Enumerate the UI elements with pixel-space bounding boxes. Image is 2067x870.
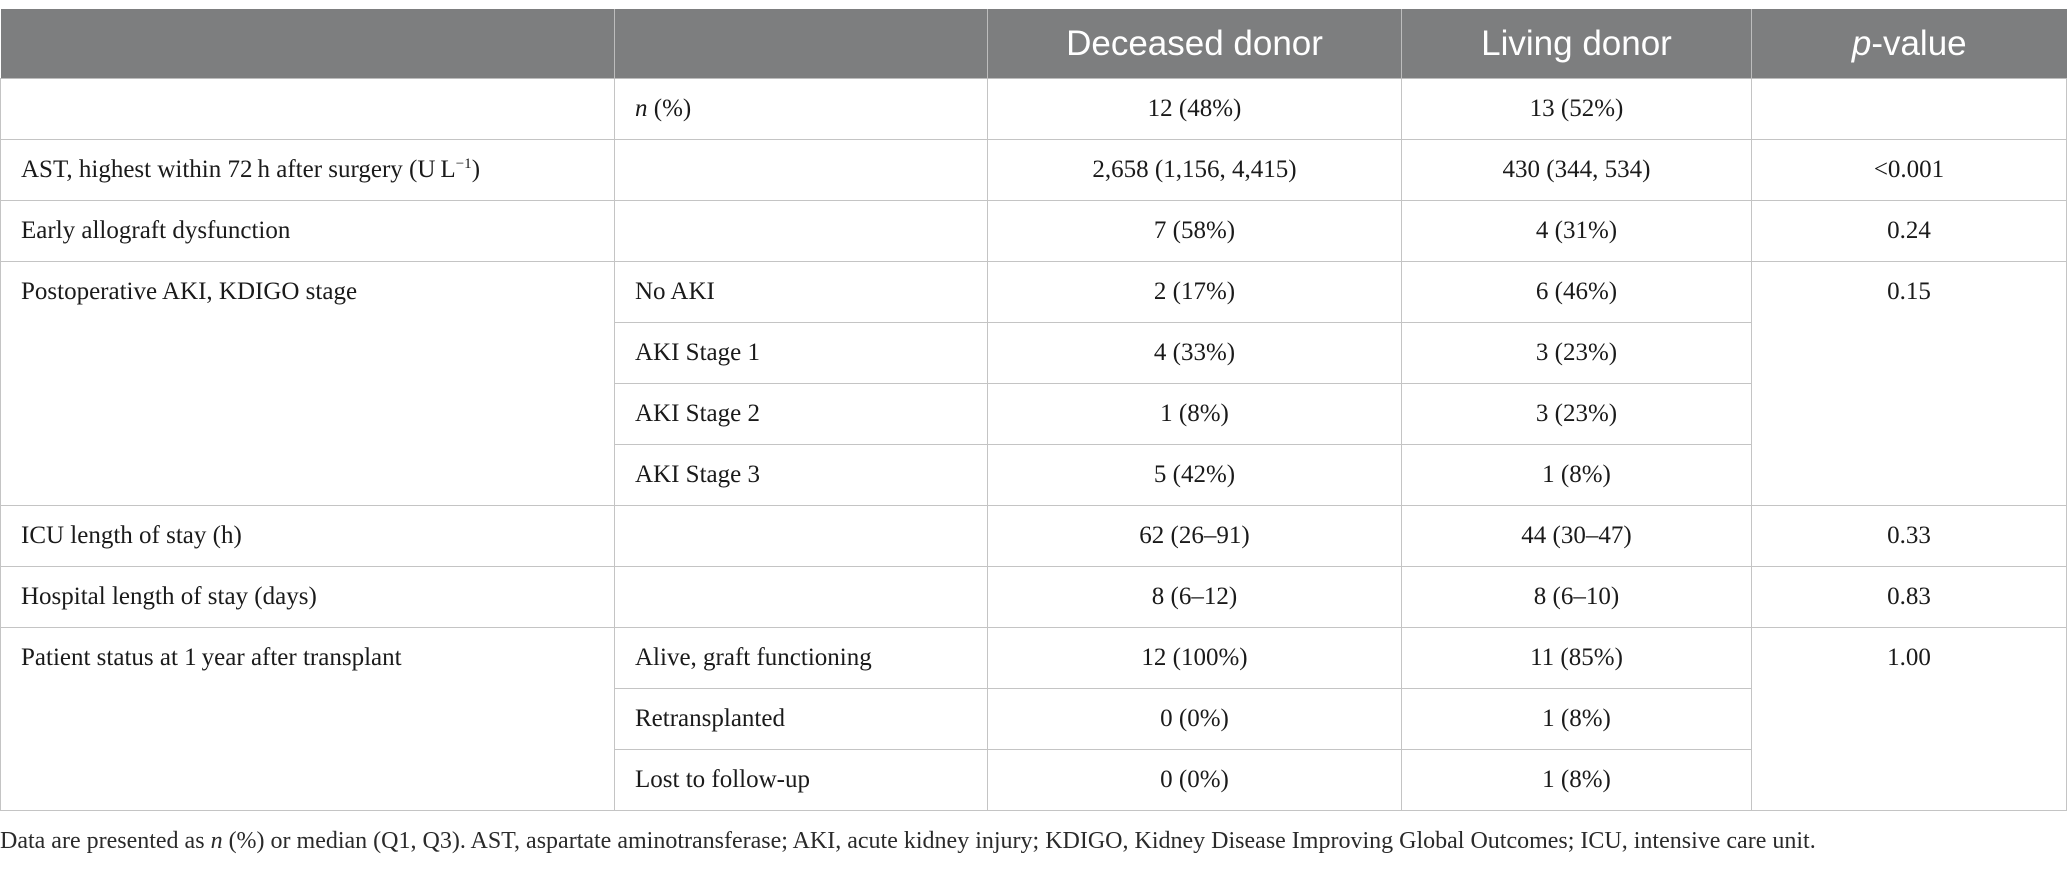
living-value: 1 (8%) (1402, 689, 1752, 750)
living-value: 430 (344, 534) (1402, 140, 1752, 201)
header-subgroup (615, 9, 988, 79)
header-p-rest: -value (1871, 23, 1967, 63)
deceased-value: 2,658 (1,156, 4,415) (988, 140, 1402, 201)
results-table-container (0, 9, 2066, 811)
row-subgroup (615, 201, 988, 262)
results-table (0, 9, 2067, 811)
living-value: 11 (85%) (1402, 628, 1752, 689)
row-subgroup: Alive, graft functioning (615, 628, 988, 689)
p-value: 0.24 (1752, 201, 2067, 262)
row-label: Patient status at 1 year after transplant (1, 628, 615, 811)
living-value: 8 (6–10) (1402, 567, 1752, 628)
living-value: 44 (30–47) (1402, 506, 1752, 567)
row-label (1, 79, 615, 140)
living-value: 6 (46%) (1402, 262, 1752, 323)
deceased-value: 0 (0%) (988, 750, 1402, 811)
row-label: Postoperative AKI, KDIGO stage (1, 262, 615, 506)
living-value: 1 (8%) (1402, 445, 1752, 506)
living-value: 3 (23%) (1402, 323, 1752, 384)
deceased-value: 7 (58%) (988, 201, 1402, 262)
deceased-value: 0 (0%) (988, 689, 1402, 750)
living-value: 1 (8%) (1402, 750, 1752, 811)
p-value: 0.83 (1752, 567, 2067, 628)
row-subgroup (615, 567, 988, 628)
deceased-value: 5 (42%) (988, 445, 1402, 506)
row-subgroup (615, 79, 988, 140)
deceased-value: 1 (8%) (988, 384, 1402, 445)
table-row (1, 567, 2067, 628)
ast-label-suffix: ) (471, 156, 481, 183)
row-subgroup: AKI Stage 3 (615, 445, 988, 506)
p-value: 1.00 (1752, 628, 2067, 811)
p-value: <0.001 (1752, 140, 2067, 201)
deceased-value: 12 (100%) (988, 628, 1402, 689)
row-label: ICU length of stay (h) (1, 506, 615, 567)
row-subgroup: Retransplanted (615, 689, 988, 750)
ast-label-superscript: −1 (455, 156, 472, 172)
table-row (1, 79, 2067, 140)
table-header-row (1, 9, 2067, 79)
deceased-value: 2 (17%) (988, 262, 1402, 323)
living-value: 13 (52%) (1402, 79, 1752, 140)
table-row (1, 201, 2067, 262)
deceased-value: 4 (33%) (988, 323, 1402, 384)
p-value (1752, 79, 2067, 140)
table-row (1, 262, 2067, 323)
deceased-value: 8 (6–12) (988, 567, 1402, 628)
living-value: 3 (23%) (1402, 384, 1752, 445)
table-row (1, 628, 2067, 689)
header-deceased-donor: Deceased donor (988, 9, 1402, 79)
footnote-prefix: Data are presented as (0, 828, 211, 854)
row-subgroup (615, 506, 988, 567)
row-label: Early allograft dysfunction (1, 201, 615, 262)
deceased-value: 62 (26–91) (988, 506, 1402, 567)
table-row (1, 506, 2067, 567)
row-subgroup: Lost to follow-up (615, 750, 988, 811)
header-living-donor: Living donor (1402, 9, 1752, 79)
ast-label: AST, highest within 72 h after surgery (U L (21, 156, 456, 183)
footnote-n-italic: n (210, 828, 223, 854)
header-variable (1, 9, 615, 79)
p-value: 0.33 (1752, 506, 2067, 567)
footnote-rest: (%) or median (Q1, Q3). AST, aspartate aminotransferase; AKI, acute kidney injury; KDIGO, Kidney Disease Improving Global Outcomes; ICU, intensive care unit. (222, 828, 1816, 854)
table-footnote (0, 828, 1816, 855)
row-label (1, 140, 615, 201)
n-percent-label: (%) (647, 95, 692, 122)
row-subgroup: AKI Stage 1 (615, 323, 988, 384)
deceased-value: 12 (48%) (988, 79, 1402, 140)
row-subgroup (615, 140, 988, 201)
p-value: 0.15 (1752, 262, 2067, 506)
row-subgroup: AKI Stage 2 (615, 384, 988, 445)
row-subgroup: No AKI (615, 262, 988, 323)
header-p-value (1752, 9, 2067, 79)
table-row (1, 140, 2067, 201)
n-italic: n (635, 95, 648, 122)
header-p-italic: p (1851, 23, 1872, 63)
row-label: Hospital length of stay (days) (1, 567, 615, 628)
living-value: 4 (31%) (1402, 201, 1752, 262)
